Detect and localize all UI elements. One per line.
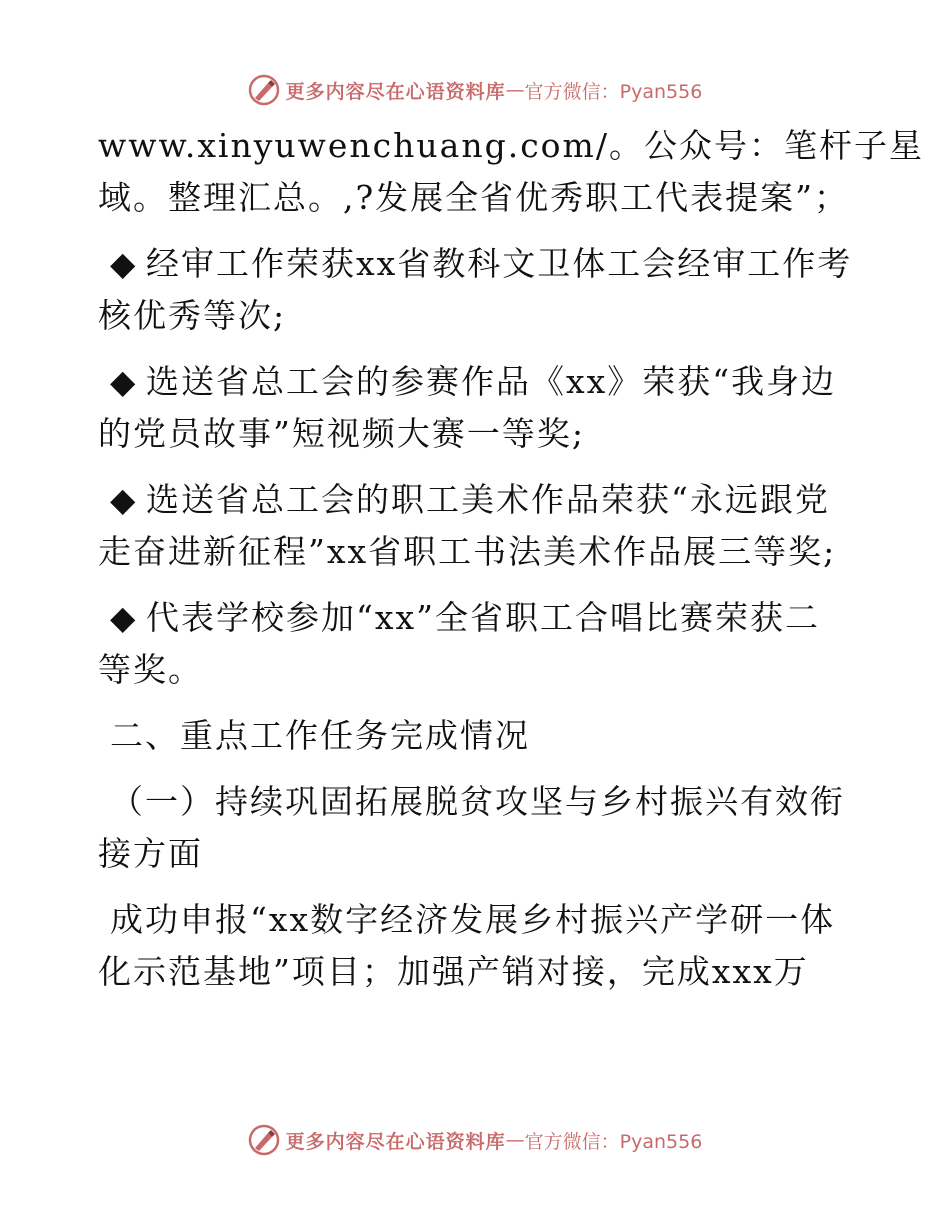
banner-wechat: 官方微信：Pyan556 <box>524 80 703 103</box>
paragraph-line <box>98 592 858 644</box>
paragraph-line: 走奋进新征程”xx省职工书法美术作品展三等奖; <box>98 532 837 571</box>
banner-wechat: 官方微信：Pyan556 <box>524 1130 703 1153</box>
paragraph-line: 成功申报“xx数字经济发展乡村振兴产学研一体 <box>110 900 836 939</box>
header-banner <box>0 70 950 110</box>
paragraph-2 <box>98 238 858 342</box>
document-body <box>98 120 924 1012</box>
paragraph-line: 化示范基地”项目；加强产销对接，完成xxx万 <box>98 952 809 991</box>
paragraph-text: 选送省总工会的职工美术作品荣获“永远跟党 <box>146 480 830 519</box>
paragraph-text: 选送省总工会的参赛作品《xx》荣获“我身边 <box>146 362 837 401</box>
section-heading <box>98 710 858 762</box>
banner-slogan: 更多内容尽在心语资料库 <box>285 1130 506 1153</box>
paragraph-line: （一）持续巩固拓展脱贫攻坚与乡村振兴有效衔 <box>110 782 845 821</box>
paragraph-line <box>98 356 858 408</box>
paragraph-text: 经审工作荣获xx省教科文卫体工会经审工作考 <box>146 244 853 283</box>
banner-dash: — <box>505 1129 525 1151</box>
pen-logo-icon <box>248 74 280 106</box>
banner-slogan: 更多内容尽在心语资料库 <box>285 80 506 103</box>
paragraph-3 <box>98 356 858 460</box>
pen-logo-icon <box>248 1124 280 1156</box>
paragraph-text: 代表学校参加“xx”全省职工合唱比赛荣获二 <box>146 598 820 637</box>
diamond-bullet-icon: ◆ <box>110 362 138 401</box>
paragraph-line <box>98 238 858 290</box>
paragraph-line: 域。整理汇总。,?发展全省优秀职工代表提案”； <box>98 178 850 217</box>
paragraph-line: www.xinyuwenchuang.com/。公众号：笔杆子星 <box>98 126 924 165</box>
section-heading-text: 二、重点工作任务完成情况 <box>110 716 530 755</box>
footer-banner <box>0 1120 950 1160</box>
diamond-bullet-icon: ◆ <box>110 244 138 283</box>
diamond-bullet-icon: ◆ <box>110 598 138 637</box>
diamond-bullet-icon: ◆ <box>110 480 138 519</box>
paragraph-line: 等奖。 <box>98 650 203 689</box>
paragraph-line: 核优秀等次; <box>98 296 287 335</box>
paragraph-4 <box>98 474 858 578</box>
paragraph-line: 接方面 <box>98 834 203 873</box>
paragraph-6 <box>98 894 858 998</box>
paragraph-5 <box>98 592 858 696</box>
paragraph-line <box>98 474 858 526</box>
subsection-heading <box>98 776 858 880</box>
paragraph-1 <box>98 120 924 224</box>
banner-dash: — <box>505 79 525 101</box>
paragraph-line: 的党员故事”短视频大赛一等奖; <box>98 414 585 453</box>
